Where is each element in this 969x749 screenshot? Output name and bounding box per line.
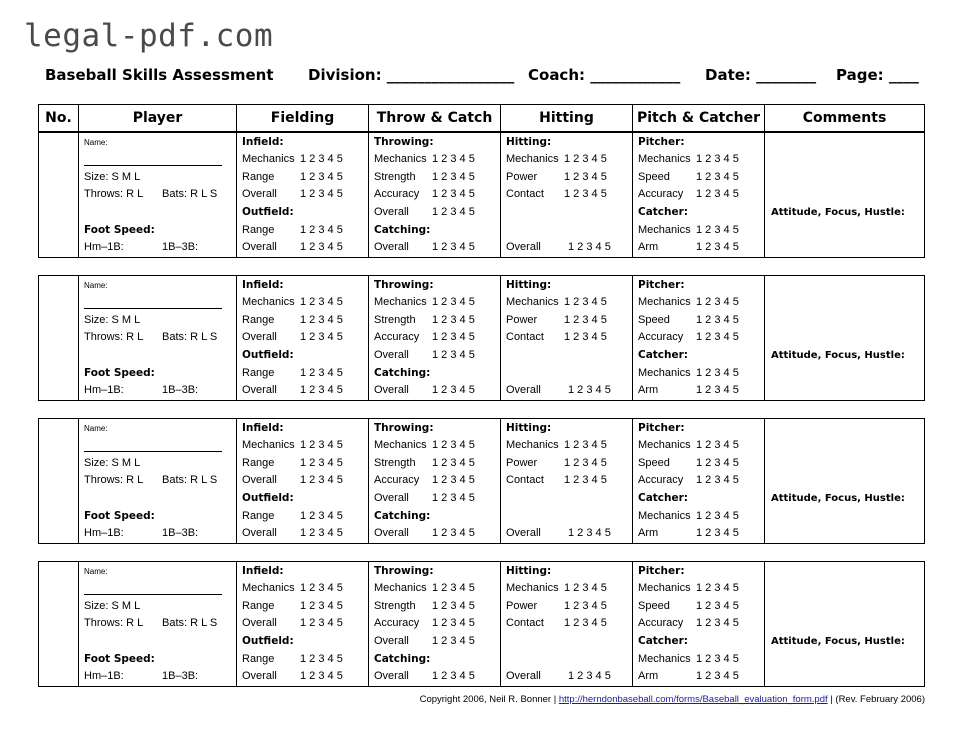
strength-label: Strength — [374, 171, 416, 183]
catcher-mechanics-label: Mechanics — [638, 653, 691, 665]
rating-scale: 1 2 3 4 5 — [568, 384, 611, 396]
power-label: Power — [506, 457, 538, 469]
player-cell[interactable] — [79, 133, 237, 257]
arm-label: Arm — [638, 241, 659, 253]
form-title: Baseball Skills Assessment — [45, 66, 274, 84]
rating-scale: 1 2 3 4 5 — [300, 331, 343, 343]
number-cell[interactable] — [39, 419, 79, 543]
throw-mechanics-label: Mechanics — [374, 439, 427, 451]
throws-options: Throws: R L — [84, 188, 144, 200]
rating-scale: 1 2 3 4 5 — [300, 153, 343, 165]
rating-scale: 1 2 3 4 5 — [696, 241, 739, 253]
rating-scale: 1 2 3 4 5 — [564, 171, 607, 183]
outfield-label: Outfield: — [242, 349, 294, 361]
arm-label: Arm — [638, 670, 659, 682]
1b-3b-label: 1B–3B: — [162, 384, 199, 396]
foot-speed-label: Foot Speed: — [84, 367, 155, 379]
rating-scale: 1 2 3 4 5 — [568, 241, 611, 253]
page-field: Page: ____ — [836, 66, 919, 84]
fielding-mechanics-label: Mechanics — [242, 153, 295, 165]
rating-scale: 1 2 3 4 5 — [696, 296, 739, 308]
player-cell[interactable] — [79, 276, 237, 400]
hitting-label: Hitting: — [506, 422, 552, 434]
rating-scale: 1 2 3 4 5 — [696, 331, 739, 343]
foot-speed-label: Foot Speed: — [84, 653, 155, 665]
catching-label: Catching: — [374, 367, 431, 379]
fielding-cell[interactable] — [237, 419, 369, 543]
throw-accuracy-label: Accuracy — [374, 617, 420, 629]
pitch-mechanics-label: Mechanics — [638, 296, 691, 308]
rating-scale: 1 2 3 4 5 — [432, 474, 475, 486]
hit-overall-label: Overall — [506, 670, 541, 682]
attitude-focus-hustle-label: Attitude, Focus, Hustle: — [771, 636, 905, 647]
bats-options: Bats: R L S — [162, 617, 218, 629]
rating-scale: 1 2 3 4 5 — [696, 510, 739, 522]
rating-scale: 1 2 3 4 5 — [300, 314, 343, 326]
number-cell[interactable] — [39, 276, 79, 400]
infield-label: Infield: — [242, 422, 284, 434]
fielding-overall-label: Overall — [242, 474, 277, 486]
revision-text: | (Rev. February 2006) — [830, 694, 925, 705]
player-cell[interactable] — [79, 562, 237, 686]
catcher-label: Catcher: — [638, 349, 689, 361]
throws-options: Throws: R L — [84, 474, 144, 486]
bats-options: Bats: R L S — [162, 474, 218, 486]
hitting-cell[interactable] — [501, 133, 633, 257]
watermark-logo: legal-pdf.com — [24, 18, 274, 54]
pitcher-label: Pitcher: — [638, 279, 685, 291]
hit-overall-label: Overall — [506, 527, 541, 539]
catch-overall-label: Overall — [374, 384, 409, 396]
size-options: Size: S M L — [84, 457, 141, 469]
pitch-accuracy-label: Accuracy — [638, 331, 684, 343]
rating-scale: 1 2 3 4 5 — [300, 224, 343, 236]
size-options: Size: S M L — [84, 171, 141, 183]
rating-scale: 1 2 3 4 5 — [300, 367, 343, 379]
hit-mechanics-label: Mechanics — [506, 153, 559, 165]
pitcher-label: Pitcher: — [638, 136, 685, 148]
pitch-catcher-cell[interactable] — [633, 276, 765, 400]
col-header-fielding: Fielding — [237, 105, 369, 131]
number-cell[interactable] — [39, 562, 79, 686]
power-label: Power — [506, 171, 538, 183]
hitting-cell[interactable] — [501, 419, 633, 543]
rating-scale: 1 2 3 4 5 — [696, 474, 739, 486]
catch-overall-label: Overall — [374, 241, 409, 253]
outfield-overall-label: Overall — [242, 527, 277, 539]
fielding-mechanics-label: Mechanics — [242, 296, 295, 308]
hitting-label: Hitting: — [506, 565, 552, 577]
catching-label: Catching: — [374, 224, 431, 236]
footer — [420, 694, 925, 705]
rating-scale: 1 2 3 4 5 — [432, 492, 475, 504]
hit-mechanics-label: Mechanics — [506, 582, 559, 594]
throw-catch-cell[interactable] — [369, 276, 501, 400]
pitcher-label: Pitcher: — [638, 565, 685, 577]
rating-scale: 1 2 3 4 5 — [432, 206, 475, 218]
name-label: Name: — [84, 567, 108, 576]
rating-scale: 1 2 3 4 5 — [696, 171, 739, 183]
speed-label: Speed — [638, 171, 670, 183]
pitch-catcher-cell[interactable] — [633, 419, 765, 543]
player-cell[interactable] — [79, 419, 237, 543]
outfield-overall-label: Overall — [242, 384, 277, 396]
pitch-mechanics-label: Mechanics — [638, 439, 691, 451]
rating-scale: 1 2 3 4 5 — [696, 457, 739, 469]
hit-mechanics-label: Mechanics — [506, 296, 559, 308]
comments-cell[interactable] — [765, 562, 924, 686]
name-line — [84, 308, 222, 309]
column-header-row — [38, 104, 925, 132]
rating-scale: 1 2 3 4 5 — [432, 314, 475, 326]
rating-scale: 1 2 3 4 5 — [696, 314, 739, 326]
rating-scale: 1 2 3 4 5 — [432, 527, 475, 539]
catcher-mechanics-label: Mechanics — [638, 510, 691, 522]
pitch-mechanics-label: Mechanics — [638, 153, 691, 165]
rating-scale: 1 2 3 4 5 — [564, 439, 607, 451]
pitch-catcher-cell[interactable] — [633, 133, 765, 257]
col-header-no: No. — [39, 105, 79, 131]
rating-scale: 1 2 3 4 5 — [568, 527, 611, 539]
attitude-focus-hustle-label: Attitude, Focus, Hustle: — [771, 207, 905, 218]
rating-scale: 1 2 3 4 5 — [300, 510, 343, 522]
outfield-range-label: Range — [242, 367, 275, 379]
throws-options: Throws: R L — [84, 617, 144, 629]
strength-label: Strength — [374, 314, 416, 326]
catcher-label: Catcher: — [638, 635, 689, 647]
hit-overall-label: Overall — [506, 241, 541, 253]
rating-scale: 1 2 3 4 5 — [564, 331, 607, 343]
comments-cell[interactable] — [765, 419, 924, 543]
strength-label: Strength — [374, 600, 416, 612]
bats-options: Bats: R L S — [162, 188, 218, 200]
rating-scale: 1 2 3 4 5 — [564, 296, 607, 308]
form-url-link[interactable]: http://herndonbaseball.com/forms/Baseball_evaluation_form.pdf — [558, 694, 828, 705]
comments-cell[interactable] — [765, 276, 924, 400]
rating-scale: 1 2 3 4 5 — [568, 670, 611, 682]
col-header-throw-catch: Throw & Catch — [369, 105, 501, 131]
throw-accuracy-label: Accuracy — [374, 474, 420, 486]
rating-scale: 1 2 3 4 5 — [300, 384, 343, 396]
power-label: Power — [506, 600, 538, 612]
rating-scale: 1 2 3 4 5 — [432, 600, 475, 612]
pitch-accuracy-label: Accuracy — [638, 617, 684, 629]
number-cell[interactable] — [39, 133, 79, 257]
rating-scale: 1 2 3 4 5 — [300, 457, 343, 469]
catcher-label: Catcher: — [638, 206, 689, 218]
rating-scale: 1 2 3 4 5 — [300, 296, 343, 308]
rating-scale: 1 2 3 4 5 — [300, 600, 343, 612]
hit-overall-label: Overall — [506, 384, 541, 396]
rating-scale: 1 2 3 4 5 — [300, 188, 343, 200]
infield-label: Infield: — [242, 279, 284, 291]
rating-scale: 1 2 3 4 5 — [696, 367, 739, 379]
throwing-label: Throwing: — [374, 565, 434, 577]
outfield-overall-label: Overall — [242, 241, 277, 253]
foot-speed-label: Foot Speed: — [84, 510, 155, 522]
foot-speed-label: Foot Speed: — [84, 224, 155, 236]
rating-scale: 1 2 3 4 5 — [432, 582, 475, 594]
throw-accuracy-label: Accuracy — [374, 188, 420, 200]
catching-label: Catching: — [374, 653, 431, 665]
rating-scale: 1 2 3 4 5 — [696, 600, 739, 612]
outfield-range-label: Range — [242, 510, 275, 522]
rating-scale: 1 2 3 4 5 — [564, 314, 607, 326]
size-options: Size: S M L — [84, 600, 141, 612]
player-assessment-block — [38, 561, 925, 687]
hit-mechanics-label: Mechanics — [506, 439, 559, 451]
throw-catch-cell[interactable] — [369, 133, 501, 257]
infield-label: Infield: — [242, 136, 284, 148]
rating-scale: 1 2 3 4 5 — [696, 582, 739, 594]
fielding-cell[interactable] — [237, 276, 369, 400]
rating-scale: 1 2 3 4 5 — [432, 457, 475, 469]
rating-scale: 1 2 3 4 5 — [564, 188, 607, 200]
comments-cell[interactable] — [765, 133, 924, 257]
throw-overall-label: Overall — [374, 349, 409, 361]
rating-scale: 1 2 3 4 5 — [696, 617, 739, 629]
fielding-range-label: Range — [242, 171, 275, 183]
fielding-cell[interactable] — [237, 133, 369, 257]
rating-scale: 1 2 3 4 5 — [432, 153, 475, 165]
contact-label: Contact — [506, 331, 544, 343]
speed-label: Speed — [638, 457, 670, 469]
1b-3b-label: 1B–3B: — [162, 241, 199, 253]
infield-label: Infield: — [242, 565, 284, 577]
fielding-range-label: Range — [242, 457, 275, 469]
hitting-cell[interactable] — [501, 562, 633, 686]
outfield-range-label: Range — [242, 653, 275, 665]
pitch-mechanics-label: Mechanics — [638, 582, 691, 594]
arm-label: Arm — [638, 384, 659, 396]
fielding-overall-label: Overall — [242, 617, 277, 629]
date-field: Date: ________ — [705, 66, 817, 84]
col-header-player: Player — [79, 105, 237, 131]
rating-scale: 1 2 3 4 5 — [432, 241, 475, 253]
rating-scale: 1 2 3 4 5 — [696, 439, 739, 451]
hm-1b-label: Hm–1B: — [84, 670, 124, 682]
throw-mechanics-label: Mechanics — [374, 153, 427, 165]
name-line — [84, 594, 222, 595]
hm-1b-label: Hm–1B: — [84, 241, 124, 253]
hitting-label: Hitting: — [506, 136, 552, 148]
fielding-overall-label: Overall — [242, 331, 277, 343]
player-assessment-block — [38, 132, 925, 258]
rating-scale: 1 2 3 4 5 — [564, 600, 607, 612]
hitting-label: Hitting: — [506, 279, 552, 291]
name-line — [84, 451, 222, 452]
catching-label: Catching: — [374, 510, 431, 522]
strength-label: Strength — [374, 457, 416, 469]
pitch-catcher-cell[interactable] — [633, 562, 765, 686]
throwing-label: Throwing: — [374, 422, 434, 434]
rating-scale: 1 2 3 4 5 — [564, 617, 607, 629]
rating-scale: 1 2 3 4 5 — [696, 527, 739, 539]
throwing-label: Throwing: — [374, 136, 434, 148]
outfield-label: Outfield: — [242, 492, 294, 504]
1b-3b-label: 1B–3B: — [162, 670, 199, 682]
rating-scale: 1 2 3 4 5 — [432, 296, 475, 308]
pitch-accuracy-label: Accuracy — [638, 474, 684, 486]
catch-overall-label: Overall — [374, 527, 409, 539]
attitude-focus-hustle-label: Attitude, Focus, Hustle: — [771, 350, 905, 361]
name-label: Name: — [84, 424, 108, 433]
player-assessment-block — [38, 418, 925, 544]
rating-scale: 1 2 3 4 5 — [432, 384, 475, 396]
catch-overall-label: Overall — [374, 670, 409, 682]
rating-scale: 1 2 3 4 5 — [300, 171, 343, 183]
throw-overall-label: Overall — [374, 635, 409, 647]
rating-scale: 1 2 3 4 5 — [300, 474, 343, 486]
rating-scale: 1 2 3 4 5 — [564, 457, 607, 469]
rating-scale: 1 2 3 4 5 — [300, 653, 343, 665]
rating-scale: 1 2 3 4 5 — [432, 188, 475, 200]
col-header-hitting: Hitting — [501, 105, 633, 131]
name-label: Name: — [84, 281, 108, 290]
size-options: Size: S M L — [84, 314, 141, 326]
rating-scale: 1 2 3 4 5 — [432, 331, 475, 343]
catcher-mechanics-label: Mechanics — [638, 367, 691, 379]
fielding-mechanics-label: Mechanics — [242, 439, 295, 451]
rating-scale: 1 2 3 4 5 — [696, 188, 739, 200]
outfield-overall-label: Overall — [242, 670, 277, 682]
rating-scale: 1 2 3 4 5 — [300, 241, 343, 253]
rating-scale: 1 2 3 4 5 — [432, 670, 475, 682]
throw-overall-label: Overall — [374, 206, 409, 218]
rating-scale: 1 2 3 4 5 — [432, 349, 475, 361]
rating-scale: 1 2 3 4 5 — [564, 474, 607, 486]
throw-catch-cell[interactable] — [369, 419, 501, 543]
contact-label: Contact — [506, 474, 544, 486]
rating-scale: 1 2 3 4 5 — [432, 617, 475, 629]
coach-field: Coach: ____________ — [528, 66, 681, 84]
pitcher-label: Pitcher: — [638, 422, 685, 434]
throw-overall-label: Overall — [374, 492, 409, 504]
col-header-comments: Comments — [802, 110, 887, 126]
rating-scale: 1 2 3 4 5 — [432, 635, 475, 647]
rating-scale: 1 2 3 4 5 — [564, 153, 607, 165]
arm-label: Arm — [638, 527, 659, 539]
rating-scale: 1 2 3 4 5 — [300, 670, 343, 682]
rating-scale: 1 2 3 4 5 — [300, 617, 343, 629]
throw-mechanics-label: Mechanics — [374, 582, 427, 594]
name-line — [84, 165, 222, 166]
rating-scale: 1 2 3 4 5 — [696, 670, 739, 682]
speed-label: Speed — [638, 600, 670, 612]
name-label: Name: — [84, 138, 108, 147]
fielding-mechanics-label: Mechanics — [242, 582, 295, 594]
speed-label: Speed — [638, 314, 670, 326]
throw-mechanics-label: Mechanics — [374, 296, 427, 308]
hm-1b-label: Hm–1B: — [84, 384, 124, 396]
throwing-label: Throwing: — [374, 279, 434, 291]
hm-1b-label: Hm–1B: — [84, 527, 124, 539]
hitting-cell[interactable] — [501, 276, 633, 400]
copyright-text: Copyright 2006, Neil R. Bonner | — [419, 694, 557, 705]
outfield-range-label: Range — [242, 224, 275, 236]
outfield-label: Outfield: — [242, 635, 294, 647]
bats-options: Bats: R L S — [162, 331, 218, 343]
power-label: Power — [506, 314, 538, 326]
catcher-label: Catcher: — [638, 492, 689, 504]
rating-scale: 1 2 3 4 5 — [696, 384, 739, 396]
catcher-mechanics-label: Mechanics — [638, 224, 691, 236]
col-header-pitch-catcher: Pitch & Catcher — [633, 105, 765, 131]
attitude-focus-hustle-label: Attitude, Focus, Hustle: — [771, 493, 905, 504]
rating-scale: 1 2 3 4 5 — [300, 439, 343, 451]
fielding-overall-label: Overall — [242, 188, 277, 200]
throws-options: Throws: R L — [84, 331, 144, 343]
rating-scale: 1 2 3 4 5 — [300, 582, 343, 594]
fielding-range-label: Range — [242, 314, 275, 326]
fielding-cell[interactable] — [237, 562, 369, 686]
rating-scale: 1 2 3 4 5 — [696, 653, 739, 665]
rating-scale: 1 2 3 4 5 — [300, 527, 343, 539]
outfield-label: Outfield: — [242, 206, 294, 218]
throw-catch-cell[interactable] — [369, 562, 501, 686]
player-assessment-block — [38, 275, 925, 401]
rating-scale: 1 2 3 4 5 — [432, 171, 475, 183]
pitch-accuracy-label: Accuracy — [638, 188, 684, 200]
throw-accuracy-label: Accuracy — [374, 331, 420, 343]
contact-label: Contact — [506, 617, 544, 629]
rating-scale: 1 2 3 4 5 — [432, 439, 475, 451]
rating-scale: 1 2 3 4 5 — [564, 582, 607, 594]
fielding-range-label: Range — [242, 600, 275, 612]
rating-scale: 1 2 3 4 5 — [696, 224, 739, 236]
division-field: Division: _________________ — [308, 66, 515, 84]
1b-3b-label: 1B–3B: — [162, 527, 199, 539]
contact-label: Contact — [506, 188, 544, 200]
rating-scale: 1 2 3 4 5 — [696, 153, 739, 165]
